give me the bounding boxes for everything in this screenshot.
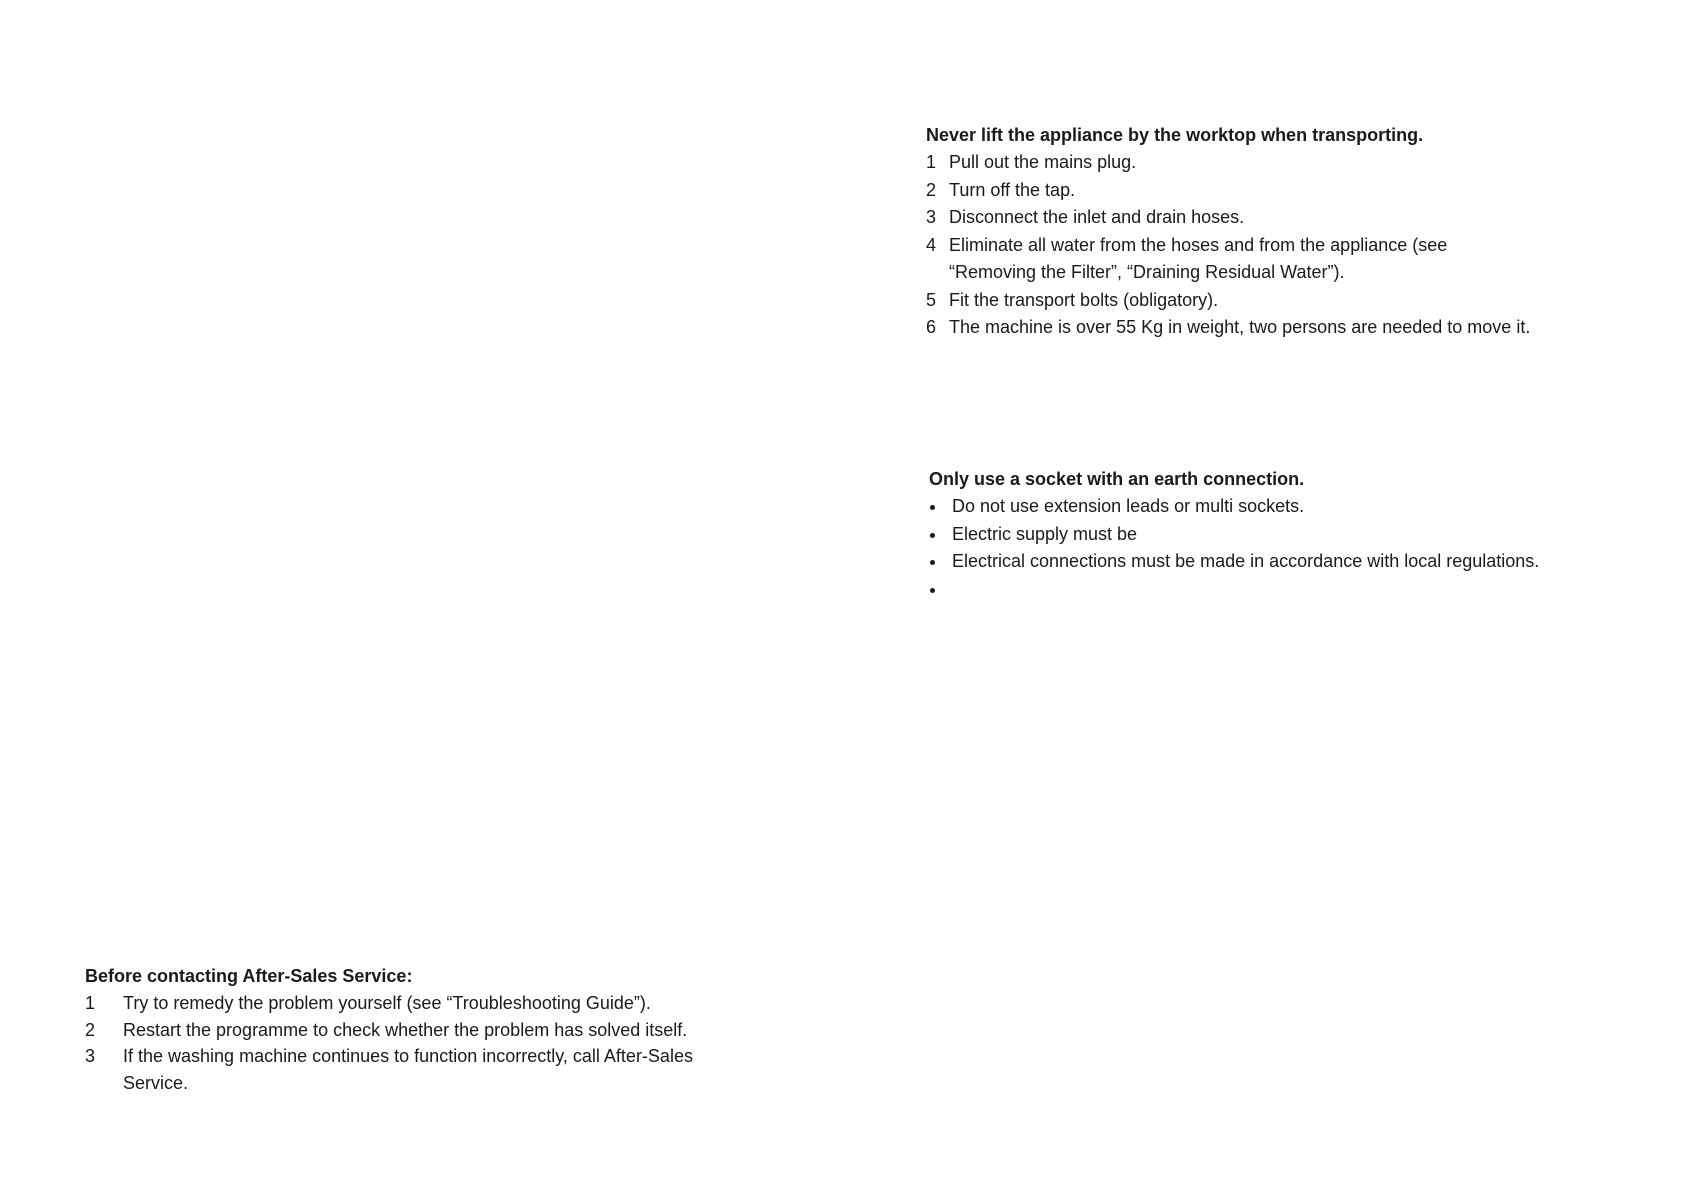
electrical-bullet [929,493,1539,521]
step-number: 1 [85,993,96,1013]
step-text: Fit the transport bolts (obligatory). [949,289,1219,310]
bullet-text: Electrical connections must be made in accordance with local regulations. [952,551,1540,571]
step-number: 6 [926,317,937,337]
service-step [85,990,693,1017]
electrical-bullet [929,521,1539,549]
step-number: 2 [926,179,937,200]
step-number: 3 [926,207,937,227]
step-number: 2 [85,1019,96,1040]
step-number: 5 [926,289,937,310]
service-step [85,1043,693,1070]
transport-step [926,149,1530,177]
step-text: Restart the programme to check whether the problem has solved itself. [123,1019,688,1040]
bullet-icon [929,548,952,576]
step-text: Pull out the mains plug. [949,152,1137,172]
transport-step [926,314,1530,342]
step-text: Try to remedy the problem yourself (see “Troubleshooting Guide”). [123,993,651,1013]
step-number [926,259,949,287]
step-text: Turn off the tap. [949,179,1076,200]
transport-step [926,287,1530,315]
step-text: Eliminate all water from the hoses and from the appliance (see [949,234,1448,255]
step-text: If the washing machine continues to function incorrectly, call After-Sales [123,1046,693,1066]
electrical-heading: Only use a socket with an earth connection. [929,469,1305,489]
bullet-text: Do not use extension leads or multi sockets. [952,496,1305,516]
service-step-continuation [85,1070,693,1097]
bullet-icon [929,493,952,521]
step-text: Service. [123,1072,189,1093]
electrical-section [929,466,1539,576]
service-heading: Before contacting After-Sales Service: [85,966,413,986]
service-step [85,1017,693,1044]
transport-step [926,204,1530,232]
step-text: “Removing the Filter”, “Draining Residual Water”). [949,262,1345,282]
bullet-text: Electric supply must be [952,523,1138,544]
step-number: 4 [926,234,937,255]
bullet-icon [929,521,952,549]
step-number [85,1070,123,1097]
transport-step [926,232,1530,260]
transport-heading: Never lift the appliance by the worktop when transporting. [926,125,1424,145]
service-section [85,963,693,1096]
transport-step [926,177,1530,205]
step-number: 1 [926,152,937,172]
transport-step-continuation [926,259,1530,287]
transport-section [926,122,1530,342]
step-text: The machine is over 55 Kg in weight, two persons are needed to move it. [949,317,1531,337]
step-number: 3 [85,1046,96,1066]
electrical-bullet [929,548,1539,576]
step-text: Disconnect the inlet and drain hoses. [949,207,1245,227]
